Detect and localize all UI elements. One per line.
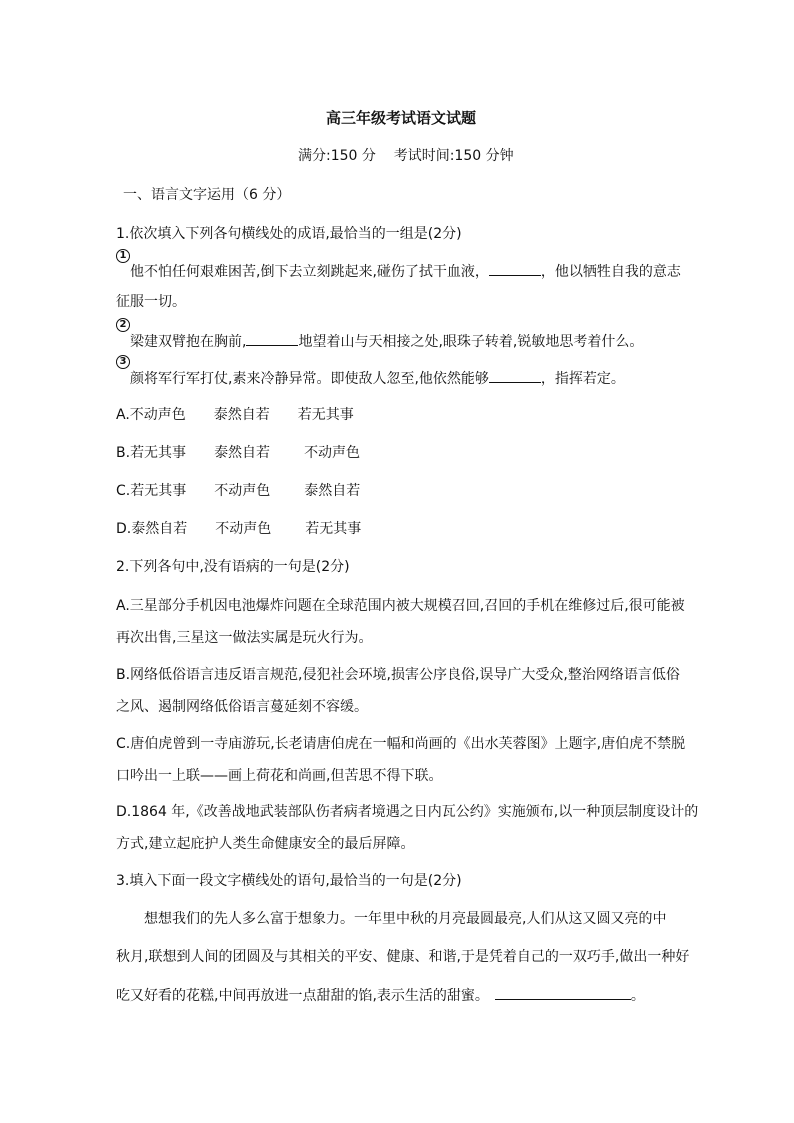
question-1-stem: 1.依次填入下列各句横线处的成语,最恰当的一组是(2分) <box>116 226 462 242</box>
answer-blank[interactable] <box>495 985 631 1000</box>
question-1-option-a[interactable]: A.不动声色 泰然自若 若无其事 <box>116 407 354 423</box>
question-1-option-d[interactable]: D.泰然自若 不动声色 若无其事 <box>116 521 362 537</box>
question-1-option-b[interactable]: B.若无其事 泰然自若 不动声色 <box>116 445 361 461</box>
item-marker-2: 2 <box>116 317 130 332</box>
question-3-passage-line3: 吃又好看的花糕,中间再放进一点甜甜的馅,表示生活的甜蜜。 。 <box>116 985 645 1005</box>
question-1-option-c[interactable]: C.若无其事 不动声色 泰然自若 <box>116 483 361 499</box>
question-2-option-b-line1[interactable]: B.网络低俗语言违反语言规范,侵犯社会环境,损害公序良俗,误导广大受众,整治网络语言低俗 <box>116 667 680 683</box>
question-3-passage-line2: 秋月,联想到人间的团圆及与其相关的平安、健康、和谐,于是凭着自己的一双巧手,做出一种好 <box>116 949 690 965</box>
answer-blank[interactable] <box>489 368 541 383</box>
answer-blank[interactable] <box>489 261 541 276</box>
question-1-sentence-2: 梁建双臂抱在胸前, 地望着山与天相接之处,眼珠子转着,锐敏地思考着什么。 <box>130 331 643 351</box>
question-2-option-c-line1[interactable]: C.唐伯虎曾到一寺庙游玩,长老请唐伯虎在一幅和尚画的《出水芙蓉图》上题字,唐伯虎不禁脱 <box>116 736 686 752</box>
question-2-option-a-line2: 再次出售,三星这一做法实属是玩火行为。 <box>116 630 373 646</box>
question-1-sentence-3: 颜将军行军打仗,素来冷静异常。即使敌人忽至,他依然能够 ，指挥若定。 <box>130 368 625 388</box>
answer-blank[interactable] <box>246 331 298 346</box>
page-title: 高三年级考试语文试题 <box>326 109 477 127</box>
question-2-option-d-line2: 方式,建立起庇护人类生命健康安全的最后屏障。 <box>116 836 415 852</box>
item-marker-1: 1 <box>116 248 130 263</box>
question-2-option-a-line1[interactable]: A.三星部分手机因电池爆炸问题在全球范围内被大规模召回,召回的手机在维修过后,很可能被 <box>116 598 685 614</box>
question-2-stem: 2.下列各句中,没有语病的一句是(2分) <box>116 559 350 575</box>
question-2-option-c-line2: 口吟出一上联——画上荷花和尚画,但苦思不得下联。 <box>116 768 443 784</box>
question-1-sentence-1: 他不怕任何艰难困苦,倒下去立刻跳起来,碰伤了拭干血液， ，他以牺牲自我的意志 <box>130 261 681 281</box>
question-2-option-b-line2: 之风、遏制网络低俗语言蔓延刻不容缓。 <box>116 699 368 715</box>
question-1-sentence-1-cont: 征服一切。 <box>116 294 186 310</box>
question-2-option-d-line1[interactable]: D.1864 年,《改善战地武装部队伤者病者境遇之日内瓦公约》实施颁布,以一种顶层制度设计的 <box>116 804 699 820</box>
section-heading: 一、语言文字运用（6 分） <box>123 187 291 203</box>
question-3-passage-line1: 想想我们的先人多么富于想象力。一年里中秋的月亮最圆最亮,人们从这又圆又亮的中 <box>144 911 667 927</box>
item-marker-3: 3 <box>116 354 130 369</box>
exam-score-info: 满分:150 分 考试时间:150 分钟 <box>298 148 514 164</box>
question-3-stem: 3.填入下面一段文字横线处的语句,最恰当的一句是(2分) <box>116 873 462 889</box>
